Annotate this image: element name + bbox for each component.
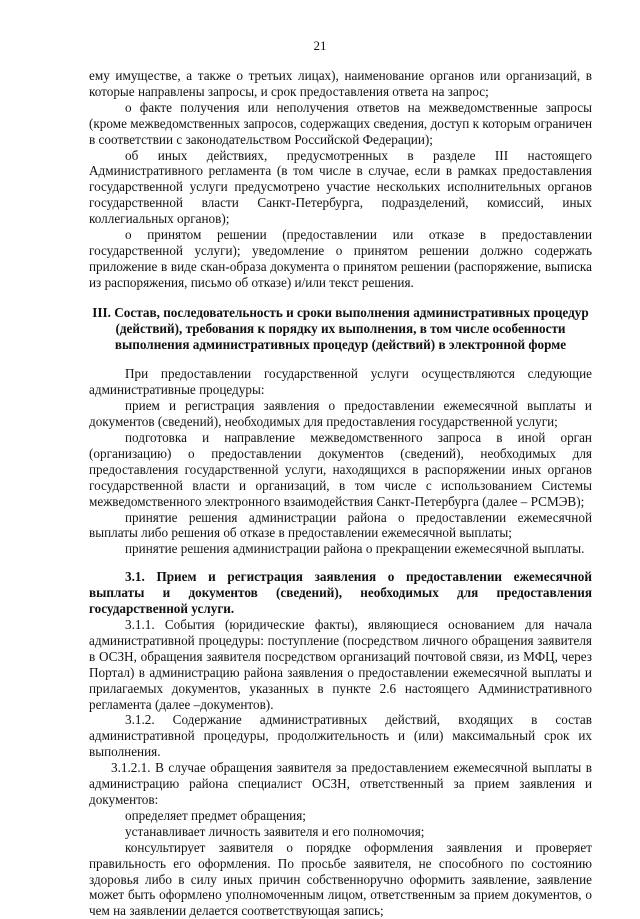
paragraph: о принятом решении (предоставлении или отказе в предоставлении государственной услуги); уведомление о принятом решении должно содержать приложение в виде скан-образа документа о принятом решении (распоряжение, выписка из распоряжения, письмо об отказе) и/или текст решения. (89, 227, 592, 290)
paragraph: 3.1.2.1. В случае обращения заявителя за предоставлением ежемесячной выплаты в администрацию района специалист ОСЗН, ответственный за прием заявления и документов: (89, 760, 592, 807)
paragraph: подготовка и направление межведомственного запроса в иной орган (организацию) о предоставлении документов (сведений), необходимых для предоставления государственной услуги, находящихся в распоряжении иных органов государственной власти и организаций, в том числе с использованием Системы межведомственного электронного взаимодействия Санкт-Петербурга (далее – РСМЭВ); (89, 430, 592, 509)
subsection-heading: 3.1. Прием и регистрация заявления о предоставлении ежемесячной выплаты и документов (сведений), необходимых для предоставления государственной услуги. (89, 569, 592, 617)
paragraph: принятие решения администрации района о прекращении ежемесячной выплаты. (125, 541, 585, 557)
paragraph: прием и регистрация заявления о предоставлении ежемесячной выплаты и документов (сведений), необходимых для предоставления государственной услуги; (89, 398, 592, 430)
paragraph: 3.1.1. События (юридические факты), являющиеся основанием для начала административной процедуры: поступление (посредством личного обращения заявителя в ОСЗН, обращения заявителя посредством организаций почтовой связи, из МФЦ, через Портал) в администрацию района заявления о предоставлении ежемесячной выплаты и прилагаемых документов, указанных в пункте 2.6 настоящего Административного регламента (далее –документов). (89, 617, 592, 712)
section-heading: III. Состав, последовательность и сроки выполнения административных процедур (действий), требования к порядку их выполнения, в том числе особенности выполнения административных процедур (действий) в электронной форме (92, 304, 589, 352)
paragraph: определяет предмет обращения; (125, 807, 306, 823)
paragraph: о факте получения или неполучения ответов на межведомственные запросы (кроме межведомственных запросов, содержащих сведения, доступ к которым ограничен в соответствии с законодательством Российской Федерации); (89, 99, 592, 147)
paragraph: устанавливает личность заявителя и его полномочия; (125, 823, 425, 839)
paragraph: 3.1.2. Содержание административных действий, входящих в состав административной процедуры, продолжительность и (или) максимальный срок их выполнения. (89, 712, 592, 760)
paragraph: ему имуществе, а также о третьих лицах), наименование органов или организаций, в которые направлены запросы, и срок предоставления ответа на запрос; (89, 68, 592, 99)
paragraph: консультирует заявителя о порядке оформления заявления и проверяет правильность его оформления. По просьбе заявителя, не способного по состоянию здоровья либо в силу иных причин собственноручно оформить заявление, заявление может быть оформлено уполномоченным лицом, ответственным за прием документов, о чем на заявлении делается соответствующая запись; (89, 839, 592, 919)
document-body (89, 68, 592, 919)
page-number: 21 (313, 38, 327, 53)
paragraph: При предоставлении государственной услуги осуществляются следующие административные процедуры: (89, 366, 592, 398)
paragraph: об иных действиях, предусмотренных в разделе III настоящего Административного регламента (в том числе в случае, если в рамках предоставления государственной услуги предусмотрено участие нескольких исполнительных органов государственной власти Санкт-Петербурга, подразделений, комиссий, иных коллегиальных органов); (89, 147, 592, 227)
paragraph: принятие решения администрации района о предоставлении ежемесячной выплаты либо решения об отказе в предоставлении ежемесячной выплаты; (89, 509, 592, 541)
